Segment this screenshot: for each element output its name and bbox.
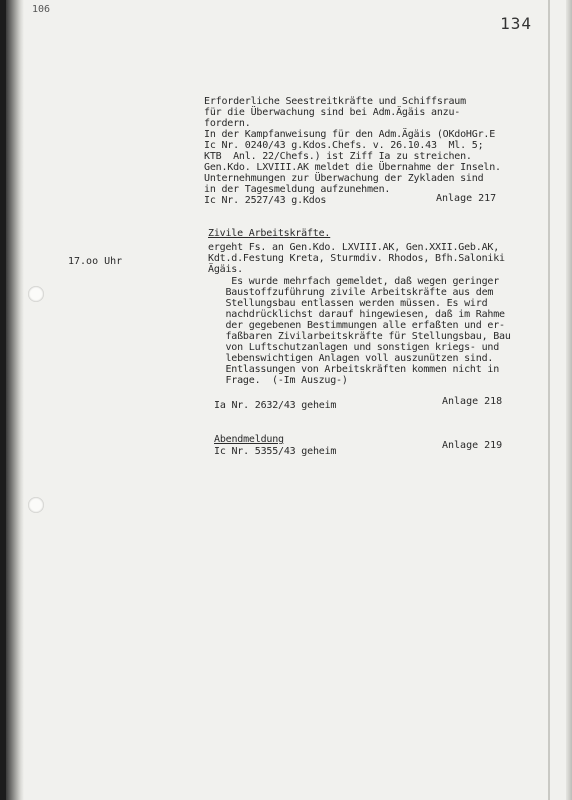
page-edge [566, 0, 572, 800]
text-line: ergeht Fs. an Gen.Kdo. LXVIII.AK, Gen.XXII.Geb.AK, [208, 242, 500, 253]
text-line: lebenswichtigen Anlagen voll auszunützen sind. [208, 353, 494, 364]
text-line: nachdrücklichst darauf hingewiesen, daß im Rahme [208, 309, 505, 320]
page-crease [548, 0, 550, 800]
reference-number: Ic Nr. 5355/43 geheim [214, 446, 337, 457]
anlage-label: Anlage 219 [442, 440, 503, 451]
text-line: Kdt.d.Festung Kreta, Sturmdiv. Rhodos, Bfh.Saloniki [208, 253, 505, 264]
punch-hole-top [28, 286, 44, 302]
anlage-label: Anlage 217 [436, 193, 497, 204]
text-line: Entlassungen von Arbeitskräften kommen nicht in [208, 364, 500, 375]
text-line: der gegebenen Bestimmungen alle erfaßten und er- [208, 320, 505, 331]
text-line: Frage. (-Im Auszug-) [208, 375, 348, 386]
text-line: Baustoffzuführung zivile Arbeitskräfte aus dem [208, 287, 494, 298]
document-page [6, 0, 572, 800]
text-line: Gen.Kdo. LXVIII.AK meldet die Übernahme der Inseln. [204, 162, 501, 173]
punch-hole-bottom [28, 497, 44, 513]
text-line: Ägäis. [208, 264, 243, 275]
text-line: In der Kampfanweisung für den Adm.Ägäis (OKdoHGr.E [204, 129, 496, 140]
reference-number: Ic Nr. 2527/43 g.Kdos [204, 195, 327, 206]
binding-shadow [6, 0, 24, 800]
text-line: in der Tagesmeldung aufzunehmen. [204, 184, 391, 195]
text-line: KTB Anl. 22/Chefs.) ist Ziff Ia zu streichen. [204, 151, 472, 162]
page-number: 134 [500, 14, 532, 33]
text-line: Es wurde mehrfach gemeldet, daß wegen geringer [208, 276, 500, 287]
corner-mark: 106 [32, 4, 51, 15]
section-heading: Abendmeldung [214, 434, 284, 445]
reference-number: Ia Nr. 2632/43 geheim [214, 400, 337, 411]
text-line: Unternehmungen zur Überwachung der Zykladen sind [204, 173, 484, 184]
text-line: Erforderliche Seestreitkräfte und Schiffsraum [204, 96, 466, 107]
text-line: Ic Nr. 0240/43 g.Kdos.Chefs. v. 26.10.43 Ml. 5; [204, 140, 484, 151]
anlage-label: Anlage 218 [442, 396, 503, 407]
text-line: fordern. [204, 118, 251, 129]
time-entry: 17.oo Uhr [68, 256, 123, 267]
text-line: faßbaren Zivilarbeitskräfte für Stellungsbau, Bau [208, 331, 511, 342]
text-line: von Luftschutzanlagen und sonstigen kriegs- und [208, 342, 500, 353]
text-line: für die Überwachung sind bei Adm.Ägäis anzu- [204, 107, 461, 118]
text-line: Stellungsbau entlassen werden müssen. Es wird [208, 298, 488, 309]
section-heading: Zivile Arbeitskräfte. [208, 228, 331, 239]
